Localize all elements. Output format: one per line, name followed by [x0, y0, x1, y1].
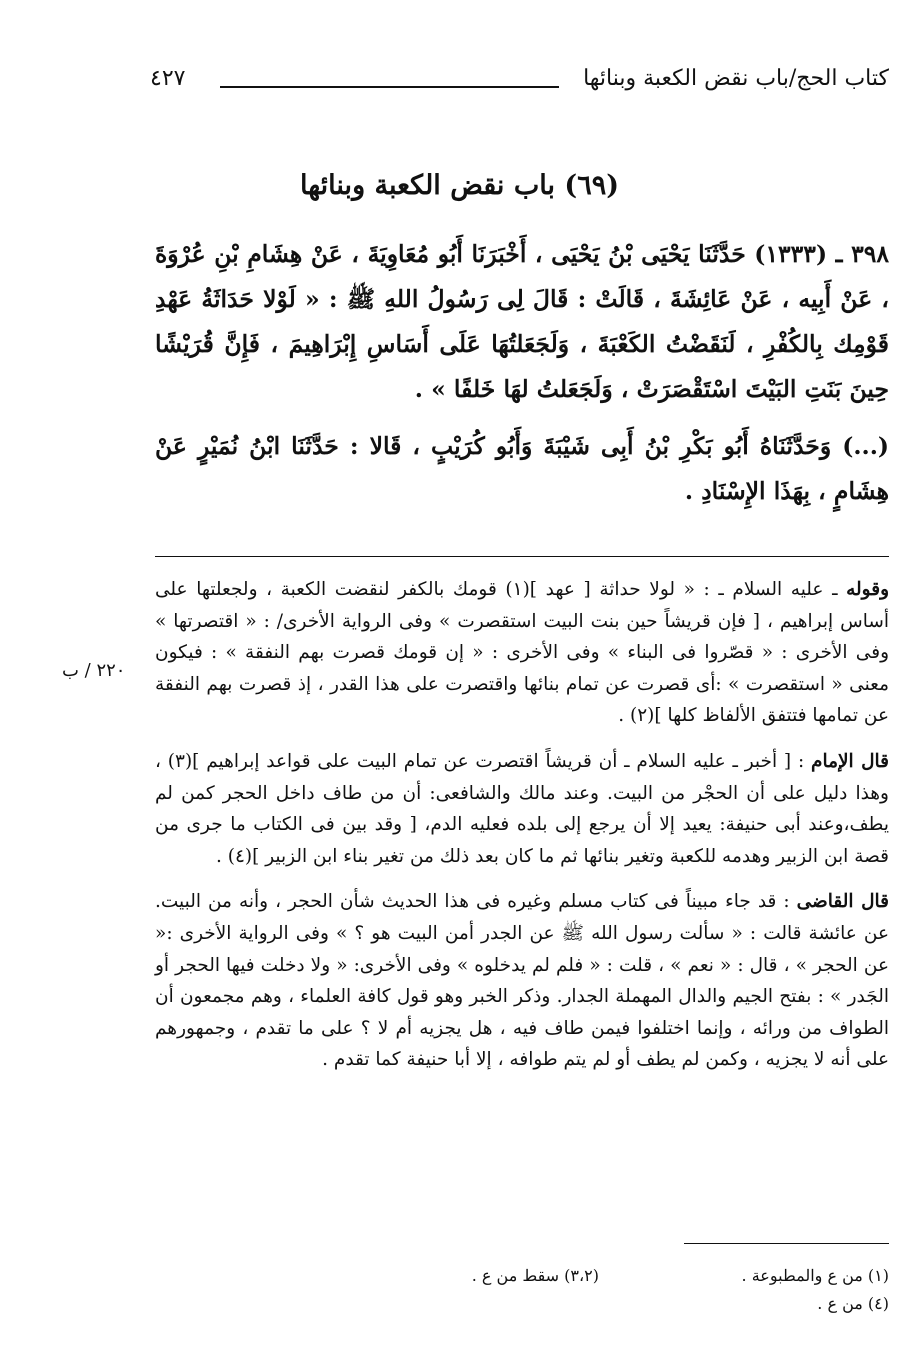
hadith-second: (...) وَحَدَّثَنَاهُ أَبُو بَكْرِ بْنُ أَبِى شَيْبَةَ وَأَبُو كُرَيْبٍ ، قَالا : حَدَّثَنَا ابْنُ نُمَيْرٍ عَنْ هِشَامٍ ، بِهَذَا الإِسْنَادِ . [155, 432, 889, 505]
paragraph-lead: قال الإمام [811, 750, 889, 772]
paragraph-text: ـ عليه السلام ـ : « لولا حداثة [ عهد ](١) قومك بالكفر لنقضت الكعبة ، ولجعلتها على أساس إبراهيم ، [ فإن قريشاً حين بنت البيت استقصرت » وفى الرواية الأخرى/ : « اقتصرتها » وفى الأخرى : « قصّروا فى البناء » وفى الأخرى : « إن قومك قصرت بهم النفقة » : فيكون معنى « استقصرت » :أى قصرت عن تمام بنائها واقتصرت على هذا القدر ، إذ قصرت بهم النفقة عن تمامها فتتفق الألفاظ كلها ](٢) . [155, 579, 889, 727]
hadith-text [155, 232, 889, 526]
footnote-1: (١) من ع والمطبوعة . [741, 1266, 889, 1285]
margin-folio-note: ٢٢٠ / ب [62, 660, 126, 681]
page-number: ٤٢٧ [150, 66, 186, 91]
paragraph-lead: وقوله [846, 579, 889, 600]
paragraph-lead: قال القاضى [796, 891, 889, 913]
footnote-row [155, 1262, 889, 1290]
footnote-rule [684, 1243, 889, 1244]
commentary-paragraph [155, 574, 889, 732]
running-title: كتاب الحج/باب نقض الكعبة وبنائها [583, 66, 889, 91]
chapter-title: (٦٩) باب نقض الكعبة وبنائها [300, 170, 619, 201]
commentary-paragraph [155, 746, 889, 872]
paragraph-text: : قد جاء مبيناً فى كتاب مسلم وغيره فى هذا الحديث شأن الحجر ، وأنه من البيت. عن عائشة قالت : « سألت رسول الله ﷺ عن الجدر أمن البيت هو ؟ » وفى الرواية الأخرى :« عن الحجر » ، قال : « نعم » ، قلت : « فلم لم يدخلوه » وفى الأخرى: « ولا دخلت فيها الحجر أو الجَدر » : بفتح الجيم والدال المهملة الجدار. وذكر الخبر وهو قول كافة العلماء ، وهم مجمعون أن الطواف من ورائه ، وإنما اختلفوا فيمن طاف فيه ، هل يجزيه أم لا ؟ على ما تقدم ، وجمهورهم على أنه لا يجزيه ، وكمن لم يطف أو لم يتم طوافه ، إلا أبا حنيفة كما تقدم . [155, 891, 889, 1071]
section-separator [155, 556, 889, 557]
paragraph-text: : [ أخبر ـ عليه السلام ـ أن قريشاً اقتصرت عن تمام البيت على قواعد إبراهيم ](٣) ، وهذا دليل على أن الحجْر من البيت. وعند مالك والشافعى: أن من طاف داخل الحجر كمن لم يطف،وعند أبى حنيفة: يعيد إلا أن يرجع إلى بلده فعليه الدم، [ وقد بين فى الكتاب ما جرى من قصة ابن الزبير وهدمه للكعبة وتغير بنائها ثم ما كان بعد ذلك من تغير بناء ابن الزبير ](٤) . [155, 750, 889, 867]
running-header [150, 62, 889, 102]
footnote-2-3: (٣،٢) سقط من ع . [471, 1266, 599, 1285]
hadith-main: ٣٩٨ ـ (١٣٣٣) حَدَّثَنَا يَحْيَى بْنُ يَحْيَى ، أَخْبَرَنَا أَبُو مُعَاوِيَةَ ، عَنْ هِشَامِ بْنِ عُرْوَةَ ، عَنْ أَبِيه ، عَنْ عَائِشَةَ ، قَالَتْ : قَالَ لِى رَسُولُ اللهِ ﷺ : « لَوْلا حَدَاثَةُ عَهْدِ قَوْمِك بِالكُفْرِ ، لَنَقَضْتُ الكَعْبَةَ ، وَلَجَعَلتُهَا عَلَى أَسَاسِ إِبْرَاهِيمَ ، فَإِنَّ قُرَيْشًا حِينَ بَنَتِ البَيْتَ اسْتَقْصَرَتْ ، وَلَجَعَلتُ لهَا خَلفًا » . [155, 240, 889, 403]
footnotes [155, 1262, 889, 1318]
commentary-paragraph [155, 886, 889, 1076]
commentary [155, 574, 889, 1090]
header-rule [220, 86, 559, 88]
footnote-row [155, 1290, 889, 1318]
footnote-4: (٤) من ع . [817, 1294, 889, 1313]
